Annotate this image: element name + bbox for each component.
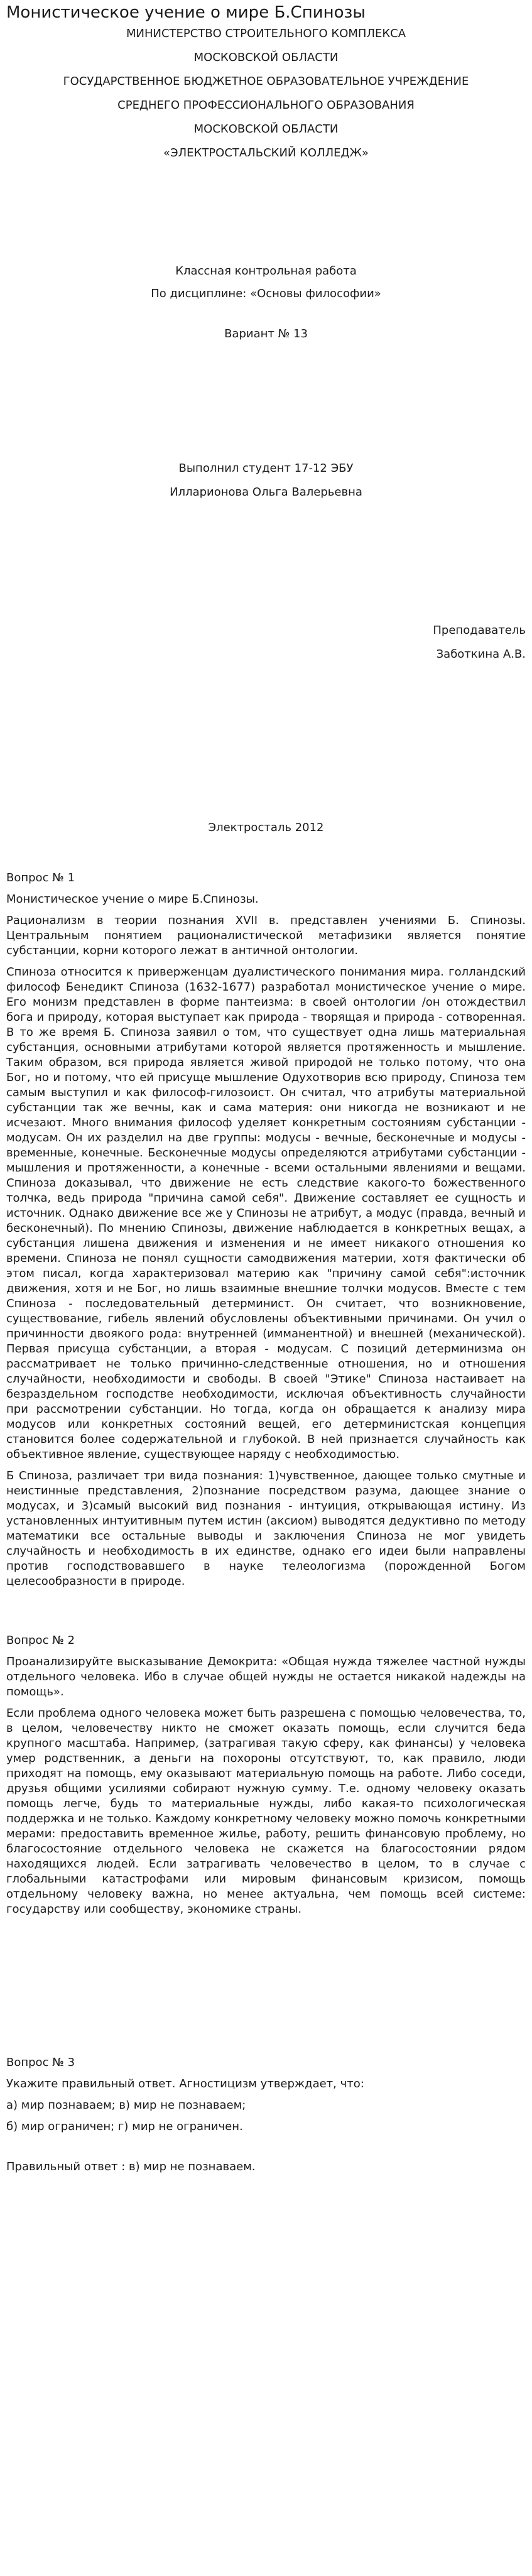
question-1 bbox=[6, 871, 526, 1589]
question-3 bbox=[6, 2055, 526, 2175]
question-task: Проанализируйте высказывание Демокрита: «Общая нужда тяжелее частной нужды отдельного человека. Ибо в случае общей нужды не остается никакой надежды на помощь». bbox=[6, 1655, 526, 1698]
question-heading: Вопрос № 3 bbox=[6, 2056, 75, 2069]
question-heading: Вопрос № 1 bbox=[6, 871, 75, 884]
institution-line: «ЭЛЕКТРОСТАЛЬСКИЙ КОЛЛЕДЖ» bbox=[163, 146, 369, 160]
city-year: Электросталь 2012 bbox=[208, 821, 324, 834]
paragraph: Рационализм в теории познания XVII в. представлен учениями Б. Спинозы. Центральным понятием рационалистической метафизики является понятие субстанции, корни которого лежат в античной онтологии. bbox=[6, 914, 526, 957]
paragraph: Если проблема одного человека может быть разрешена с помощью человечества, то, в целом, человечеству никто не сможет оказать помощь, если случится беда крупного масштаба. Например, (затрагивая такую сферу, как финансы) у человека умер родственник, а деньги на похороны отсутствуют, то, как правило, люди приходят на помощь, ему оказывают материальную помощь на работе. Либо соседи, друзья общими усилиями собирают нужную сумму. Т.е. одному человеку оказать помощь легче, будь то материальные нужды, либо какая-то психологическая поддержка и не только. Каждому конкретному человеку можно помочь конкретными мерами: предоставить временное жилье, работу, решить финансовую проблему, но благосостояние отдельного человека не скажется на благосостоянии рядом находящихся людей. Если затрагивать человечество в целом, то в случае с глобальными катастрофами или мировым финансовым кризисом, помощь отдельному человеку важна, но менее актуальна, чем помощь всей системе: государству или сообществу, экономике страны. bbox=[6, 1707, 526, 1916]
institution-line: МИНИСТЕРСТВО СТРОИТЕЛЬНОГО КОМПЛЕКСА bbox=[126, 27, 406, 40]
teacher-label: Преподаватель bbox=[433, 624, 526, 637]
institution-line: ГОСУДАРСТВЕННОЕ БЮДЖЕТНОЕ ОБРАЗОВАТЕЛЬНОЕ УЧРЕЖДЕНИЕ bbox=[63, 75, 469, 88]
question-task: Укажите правильный ответ. Агностицизм утверждает, что: bbox=[6, 2077, 364, 2090]
document-title: Монистическое учение о мире Б.Спинозы bbox=[6, 3, 366, 22]
institution-header bbox=[6, 26, 526, 161]
student-name: Илларионова Ольга Валерьевна bbox=[170, 486, 362, 499]
paragraph: Б Спиноза, различает три вида познания: 1)чувственное, дающее только смутные и неистинные представления, 2)познание посредством разума, дающее знание о модусах, и 3)самый высокий вид познания - интуиция, открывающая истину. Из установленных интуитивным путем истин (аксиом) выводятся дедуктивно по методу математики все остальные выводы и заключения Спиноза не мог увидеть случайность и необходимость в их единстве, однако его идеи были направлены против господствовавшего в науке телеологизма (порожденной Богом целесообразности в природе. bbox=[6, 1469, 526, 1588]
answer-options: б) мир ограничен; г) мир не ограничен. bbox=[6, 2120, 243, 2133]
institution-line: МОСКОВСКОЙ ОБЛАСТИ bbox=[193, 51, 339, 64]
answer-options: а) мир познаваем; в) мир не познаваем; bbox=[6, 2099, 246, 2112]
work-type: Классная контрольная работа bbox=[175, 264, 357, 278]
teacher-name: Заботкина А.В. bbox=[436, 648, 526, 661]
question-heading: Вопрос № 2 bbox=[6, 1634, 75, 1647]
student-line: Выполнил студент 17-12 ЭБУ bbox=[178, 462, 354, 475]
institution-line: СРЕДНЕГО ПРОФЕССИОНАЛЬНОГО ОБРАЗОВАНИЯ bbox=[117, 99, 415, 112]
correct-answer: Правильный ответ : в) мир не познаваем. bbox=[6, 2160, 256, 2173]
question-topic: Монистическое учение о мире Б.Спинозы. bbox=[6, 893, 259, 906]
variant-number: Вариант № 13 bbox=[224, 327, 308, 340]
paragraph: Спиноза относится к приверженцам дуалистического понимания мира. голландский философ Бенедикт Спиноза (1632-1677) разработал монистическое учение о мире. Его монизм представлен в форме пантеизма: в своей онтологии /он отождествил бога и природу, которая выступает как природа - творящая и природа - сотворенная. В то же время Б. Спиноза заявил о том, что существует одна лишь материальная субстанция, основными атрибутами которой является протяженность и мышление. Таким образом, вся природа является живой природой не только потому, что она Бог, но и потому, что ей присуще мышление Одухотворив всю природу, Спиноза тем самым выступил и как философ-гилозоист. Он считал, что атрибуты материальной субстанции так же вечны, как и сама материя: они никогда не возникают и не исчезают. Много внимания философ уделяет конкретным состояниям субстанции - модусам. Он их разделил на две группы: модусы - вечные, бесконечные и модусы - временные, конечные. Бесконечные модусы определяются атрибутами субстанции - мышления и протяженности, а конечные - всеми остальными явлениями и вещами. Спиноза доказывал, что движение не есть следствие какого-то божественного толчка, ведь природа "причина самой себя". Движение составляет ее сущность и источник. Однако движение все же у Спинозы не атрибут, а модус (правда, вечный и бесконечный). По мнению Спинозы, движение наблюдается в конкретных вещах, а субстанция лишена движения и изменения и не имеет никакого отношения ко времени. Спиноза не понял сущности самодвижения материи, хотя фактически об этом писал, когда характеризовал материю как "причину самой себя":источник движения, хотя и не Бог, но лишь взаимные внешние толчки модусов. Вместе с тем Спиноза - последовательный детерминист. Он считает, что возникновение, существование, гибель явлений обусловлены объективными причинами. Он учил о причинности двоякого рода: внутренней (имманентной) и внешней (механической). Первая присуща субстанции, а вторая - модусам. С позиций детерминизма он рассматривает не только причинно-следственные отношения, но и отношения случайности, необходимости и свободы. В своей "Этике" Спиноза настаивает на безраздельном господстве необходимости, исключая объективность случайности при рассмотрении субстанции. Но тогда, когда он обращается к анализу мира модусов или конкретных состояний вещей, его детерминистская концепция становится более содержательной и глубокой. В ней признается случайность как объективное явление, существующее наряду с необходимостью. bbox=[6, 965, 526, 1461]
discipline: По дисциплине: «Основы философии» bbox=[151, 287, 381, 300]
institution-line: МОСКОВСКОЙ ОБЛАСТИ bbox=[193, 122, 339, 136]
question-2 bbox=[6, 1633, 526, 1917]
